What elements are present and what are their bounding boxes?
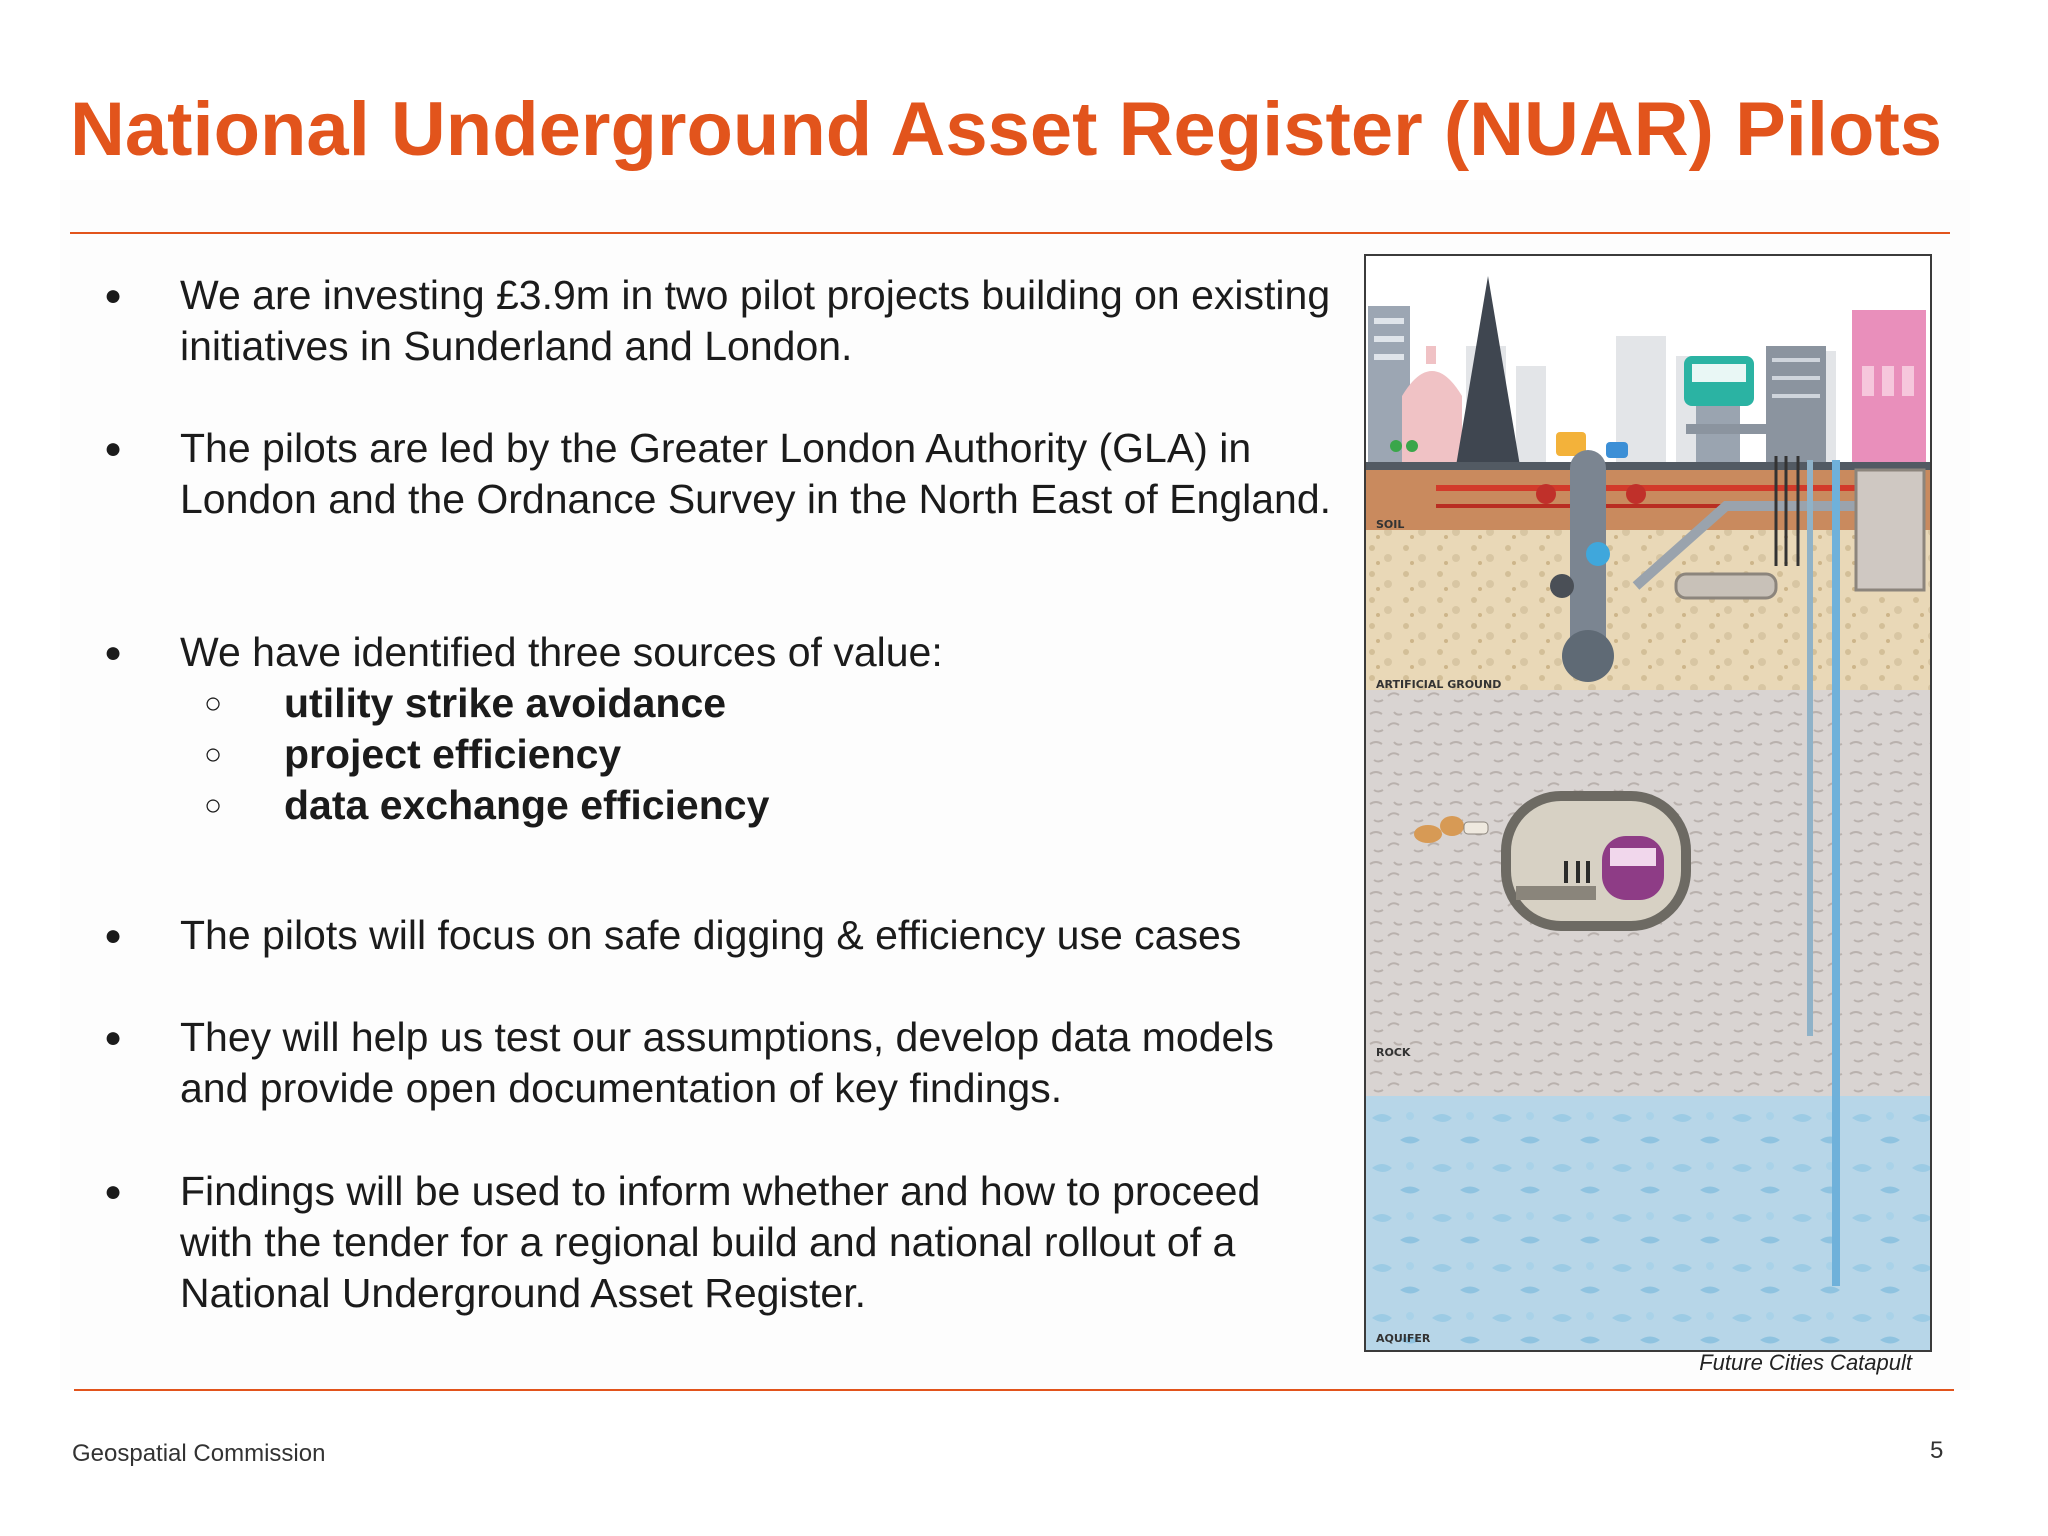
figure-caption: Future Cities Catapult <box>1699 1350 1912 1375</box>
soil-layer <box>1366 470 1930 530</box>
rock-label: ROCK <box>1376 1046 1411 1059</box>
circle-bullet-icon: ○ <box>204 789 223 822</box>
bullet-text: We have identified three sources of value: <box>180 629 943 675</box>
page-number: 5 <box>1930 1437 1944 1464</box>
soil-label: SOIL <box>1376 518 1405 531</box>
aquifer-label: AQUIFER <box>1376 1332 1431 1345</box>
circle-bullet-icon: ○ <box>204 687 223 720</box>
bullet-dot-icon: ● <box>104 1175 123 1208</box>
bullet-dot-icon: ● <box>104 1021 123 1054</box>
value-source-text: data exchange efficiency <box>284 782 770 828</box>
street-surface <box>1366 462 1930 470</box>
slide-title: National Underground Asset Register (NUAR) Pilots <box>70 87 1943 172</box>
value-source-text: project efficiency <box>284 731 622 777</box>
bullet-text: We are investing £3.9m in two pilot projects building on existing initiatives in Sunderland and London. <box>180 272 1331 369</box>
bullet-dot-icon: ● <box>104 279 123 312</box>
footer-organisation: Geospatial Commission <box>72 1440 326 1467</box>
bullet-dot-icon: ● <box>104 919 123 952</box>
bullet-text: The pilots are led by the Greater London Authority (GLA) in London and the Ordnance Survey in the North East of England. <box>180 425 1332 522</box>
title-divider <box>70 232 1950 234</box>
artificial-ground-label: ARTIFICIAL GROUND <box>1376 678 1502 691</box>
bullet-dot-icon: ● <box>104 636 123 669</box>
bullet-text: Findings will be used to inform whether and how to proceed with the tender for a regional build and national rollout of a National Underground Asset Register. <box>180 1168 1261 1316</box>
bullet-dot-icon: ● <box>104 432 123 465</box>
value-source-text: utility strike avoidance <box>284 680 727 726</box>
bullet-text: They will help us test our assumptions, develop data models and provide open documentation of key findings. <box>180 1014 1274 1111</box>
underground-cross-section-illustration <box>1364 254 1932 1352</box>
circle-bullet-icon: ○ <box>204 738 223 771</box>
footer-divider <box>74 1389 1954 1391</box>
bullet-text: The pilots will focus on safe digging & efficiency use cases <box>180 912 1242 958</box>
cross-section-svg <box>1366 256 1930 1350</box>
underground-railway-tunnel <box>1506 796 1686 926</box>
